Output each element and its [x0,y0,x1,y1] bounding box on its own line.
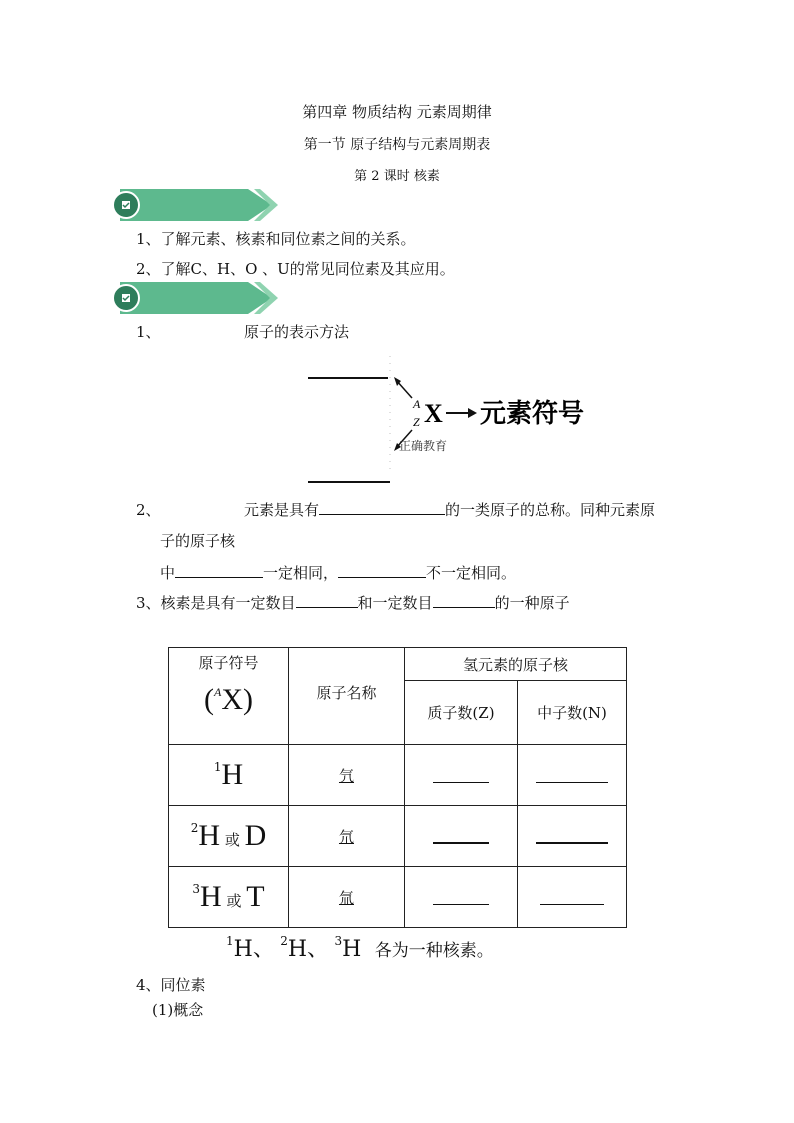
cell-name [289,806,405,867]
objectives-banner [110,187,278,223]
row3-name: 氚 [338,888,354,907]
formula-sup: A [213,685,222,699]
item2-text-d: 中 [160,564,176,582]
blank-element-definition [319,500,445,515]
cell-proton-blank [405,745,518,806]
nuclide-sup-2: 2 [280,934,288,948]
objective-2: 2、了解C、H、O 、U的常见同位素及其应用。 [136,260,455,278]
nuclide-text: 各为一种核素。 [374,941,494,961]
knowledge-banner [110,280,278,316]
atomic-number-sub: Z [413,415,420,429]
nuclide-h-3: H [342,937,362,962]
row2-symbol: H [198,819,221,852]
cell-symbol [169,745,289,806]
col-header-group: 氢元素的原子核 [405,648,627,681]
cell-name [289,745,405,806]
row3-alt-symbol: T [246,880,265,913]
item3-text-c: 的一种原子 [494,594,570,612]
item2-text-c: 子的原子核 [160,532,236,550]
nuclide-h-1: H、 [233,937,275,962]
item2-text-e: 一定相同， [263,564,339,582]
neutron-blank-1 [536,764,608,783]
objective-1: 1、了解元素、核素和同位素之间的关系。 [136,230,416,248]
row2-or: 或 [224,831,240,849]
atom-notation-diagram [300,350,610,490]
hydrogen-nuclide-table [168,647,627,928]
blank-not-same [338,563,426,578]
row2-alt-symbol: D [244,819,267,852]
row1-name: 氕 [338,766,354,785]
item2-line3 [160,562,516,583]
formula-x: X [221,683,243,716]
proton-blank-2 [433,824,489,844]
nuclide-h-2: H、 [287,937,330,962]
row2-name: 氘 [338,827,354,846]
item3-line [136,592,570,613]
lesson-title: 第 2 课时 核素 [354,169,440,184]
section-title: 第一节 原子结构与元素周期表 [303,137,491,153]
blank-neutrons [433,593,495,608]
blank-same [175,563,263,578]
row3-symbol: H [200,880,222,913]
mass-number-sup: A [413,397,421,411]
cell-symbol [169,806,289,867]
item3-text-b: 和一定数目 [357,594,433,612]
cell-proton-blank [405,806,518,867]
item4-title: 4、同位素 [136,976,206,994]
element-symbol-label: 元素符号 [480,399,585,429]
item4-sub: (1)概念 [152,1001,204,1019]
cell-symbol [169,867,289,928]
row1-sup: 1 [213,760,222,774]
item3-text-a: 3、核素是具有一定数目 [136,594,296,612]
proton-blank-1 [433,764,489,783]
item1-text: 原子的表示方法 [244,323,350,341]
table-row [169,745,627,806]
col-header-symbol-formula: ($^A$X) [203,683,253,716]
cell-neutron-blank [518,867,627,928]
item2-text-f: 不一定相同。 [426,564,517,582]
table-row [169,867,627,928]
proton-blank-3 [433,886,489,905]
item2-text-a: 元素是具有 [244,501,320,519]
table-row [169,806,627,867]
element-symbol: X [424,399,443,428]
watermark: 正确教育 [399,439,448,453]
row3-sup: 3 [192,882,201,896]
col-header-symbol [169,648,289,745]
item2-line1 [244,499,655,520]
item1-number: 1、 [136,323,161,341]
nuclide-sup-1: 1 [226,934,234,948]
cell-neutron-blank [518,806,627,867]
neutron-blank-3 [540,886,604,905]
row3-or: 或 [226,892,242,910]
cell-proton-blank [405,867,518,928]
item2-number: 2、 [136,501,161,519]
chapter-title: 第四章 物质结构 元素周期律 [302,103,492,121]
col-header-name-label: 原子名称 [316,684,377,702]
row1-symbol: H [221,758,244,791]
cell-name [289,867,405,928]
col-header-name [289,648,405,745]
blank-protons [296,593,358,608]
col-header-symbol-label: 原子符号 [198,654,259,672]
nuclide-statement [226,932,494,963]
nuclide-sup-3: 3 [334,934,343,948]
cell-neutron-blank [518,745,627,806]
item2-text-b: 的一类原子的总称。同种元素原 [445,501,656,519]
row2-sup: 2 [190,821,199,835]
col-header-neutron: 中子数(N) [518,681,627,745]
neutron-blank-2 [536,824,608,844]
col-header-proton: 质子数(Z) [405,681,518,745]
